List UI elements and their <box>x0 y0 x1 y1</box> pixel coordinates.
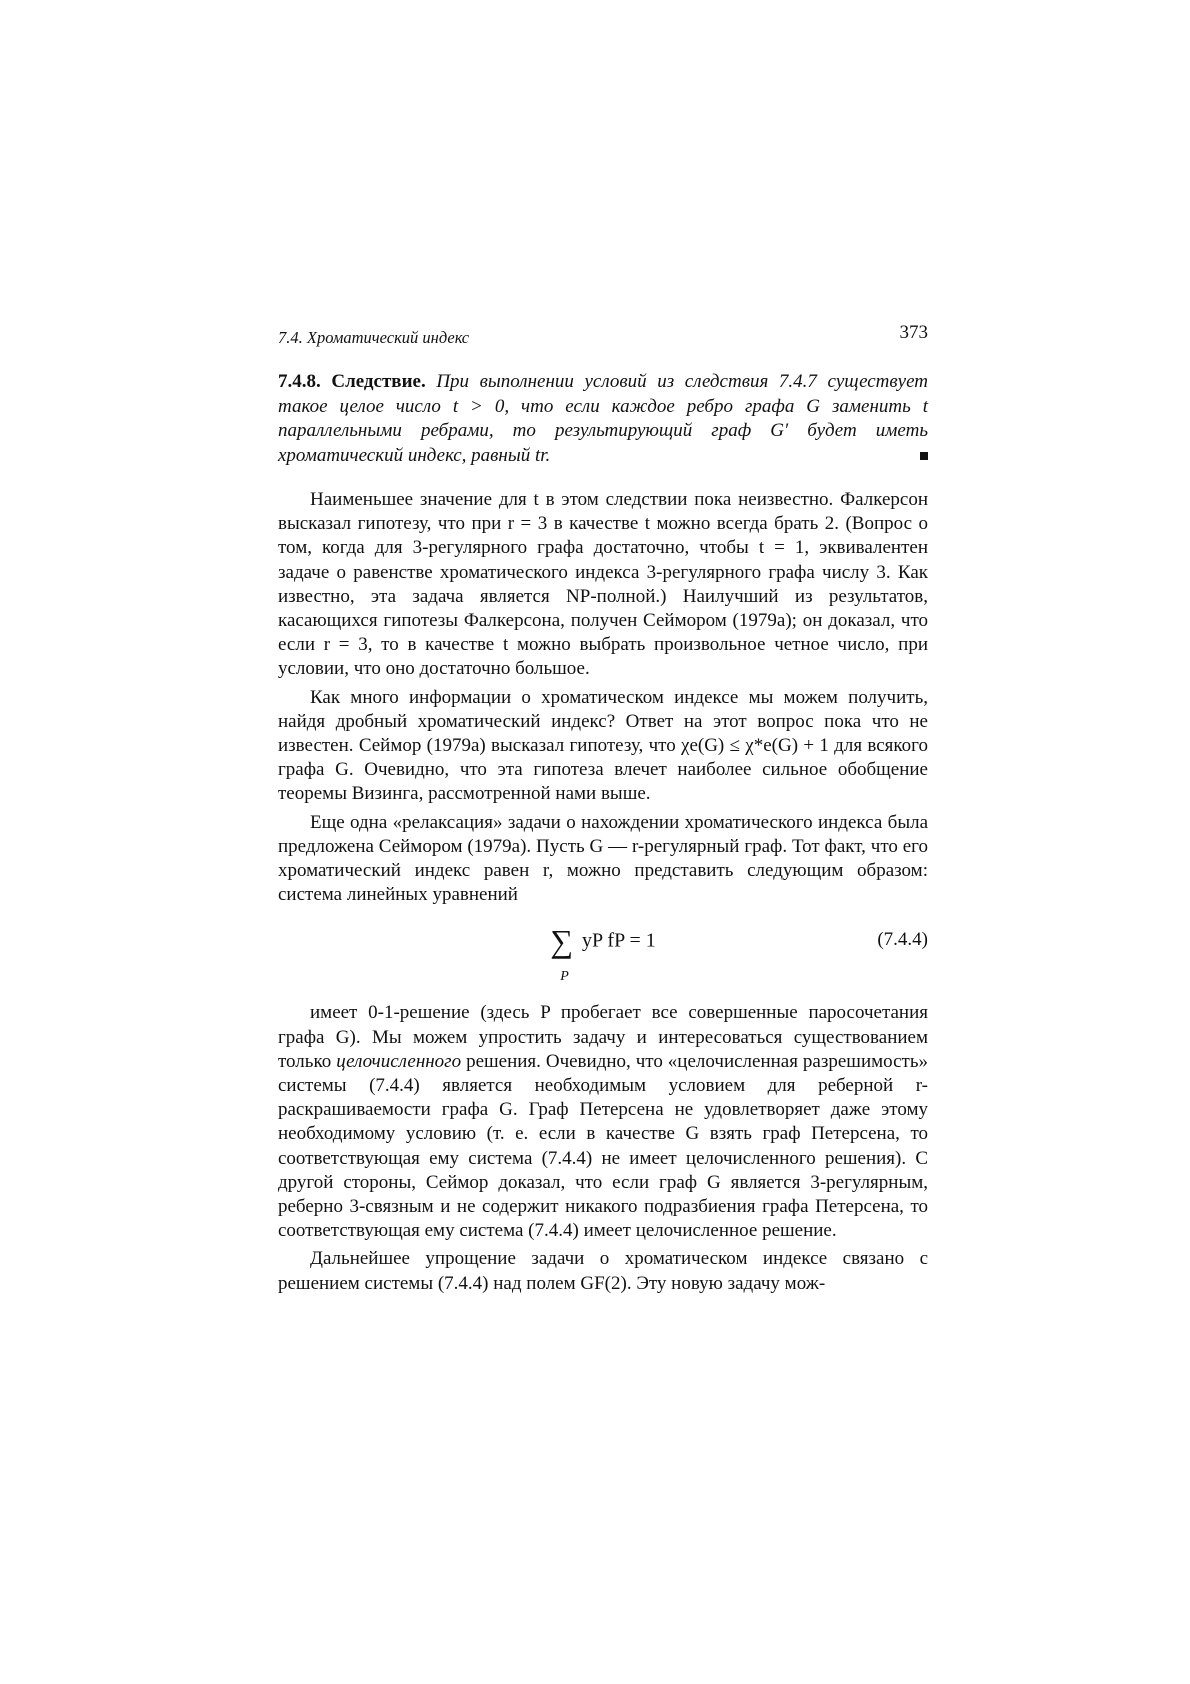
book-page <box>278 322 928 1300</box>
emphasized-word: целочисленного <box>336 1050 462 1072</box>
corollary-body: При выполнении условий из следствия 7.4.7 существует такое целое число t > 0, что если каждое ребро графа G заменить t параллельными ребрами, то результирующий граф G′ будет иметь хроматический индекс, равный tr. <box>278 371 928 466</box>
running-title: 7.4. Хроматический индекс <box>278 328 470 347</box>
equation-7-4-4 <box>278 919 928 991</box>
paragraph-text-part-2: решения. Очевидно, что «целочисленная разрешимость» системы (7.4.4) является необходимым условием для реберной r-раскрашиваемости графа G. Граф Петерсена не удовлетворяет даже этому необходимому условию (т. е. если в качестве G взять граф Петерсена, то соответствующая ему система (7.4.4) не имеет целочисленного решения). С другой стороны, Сеймор доказал, что если граф G является 3-регулярным, реберно 3-связным и не содержит никакого подразбиения графа Петерсена, то соответствующая ему система (7.4.4) имеет целочисленное решение. <box>278 1050 929 1242</box>
sum-subscript: P <box>560 969 569 985</box>
page-number: 373 <box>899 322 928 343</box>
sum-sign: ∑ <box>550 923 574 960</box>
paragraph-relaxation: Еще одна «релаксация» задачи о нахождении хроматического индекса была предложена Сеймором (1979a). Пусть G — r-регулярный граф. Тот факт, что его хроматический индекс равен r, можно представить следующим образом: система линейных уравнений <box>278 811 928 906</box>
paragraph-fractional-index: Как много информации о хроматическом индексе мы можем получить, найдя дробный хроматический индекс? Ответ на этот вопрос пока что не известен. Сеймор (1979a) высказал гипотезу, что χe(G) ≤ χ*e(G) + 1 для всякого графа G. Очевидно, что эта гипотеза влечет наиболее сильное обобщение теоремы Визинга, рассмотренной нами выше. <box>278 686 928 805</box>
paragraph-text-part-1: имеет 0-1-решение (здесь P пробегает все совершенные паросочетания графа G). Мы можем упростить задачу и интересоваться существованием только <box>278 1002 928 1072</box>
qed-square-icon <box>920 452 928 460</box>
equation-number: (7.4.4) <box>877 929 928 951</box>
paragraph-fulkerson: Наименьшее значение для t в этом следствии пока неизвестно. Фалкерсон высказал гипотезу, что при r = 3 в качестве t можно всегда брать 2. (Вопрос о том, когда для 3-регулярного графа достаточно, чтобы t = 1, эквивалентен задаче о равенстве хроматического индекса 3-регулярного графа числу 3. Как известно, эта задача является NP-полной.) Наилучший из результатов, касающихся гипотезы Фалкерсона, получен Сеймором (1979a); он доказал, что если r = 3, то в качестве t можно выбрать произвольное четное число, при условии, что оно достаточно большое. <box>278 489 928 680</box>
corollary-heading: 7.4.8. Следствие. <box>278 371 426 392</box>
sum-symbol <box>550 923 574 985</box>
equation-formula <box>278 923 928 985</box>
paragraph-integer-solution <box>278 1001 928 1243</box>
paragraph-gf2: Дальнейшее упрощение задачи о хроматическом индексе связано с решением системы (7.4.4) над полем GF(2). Эту новую задачу мож- <box>278 1248 928 1294</box>
running-head <box>278 322 928 352</box>
equation-expression: yP fP = 1 <box>582 929 656 952</box>
corollary-statement <box>278 370 928 468</box>
